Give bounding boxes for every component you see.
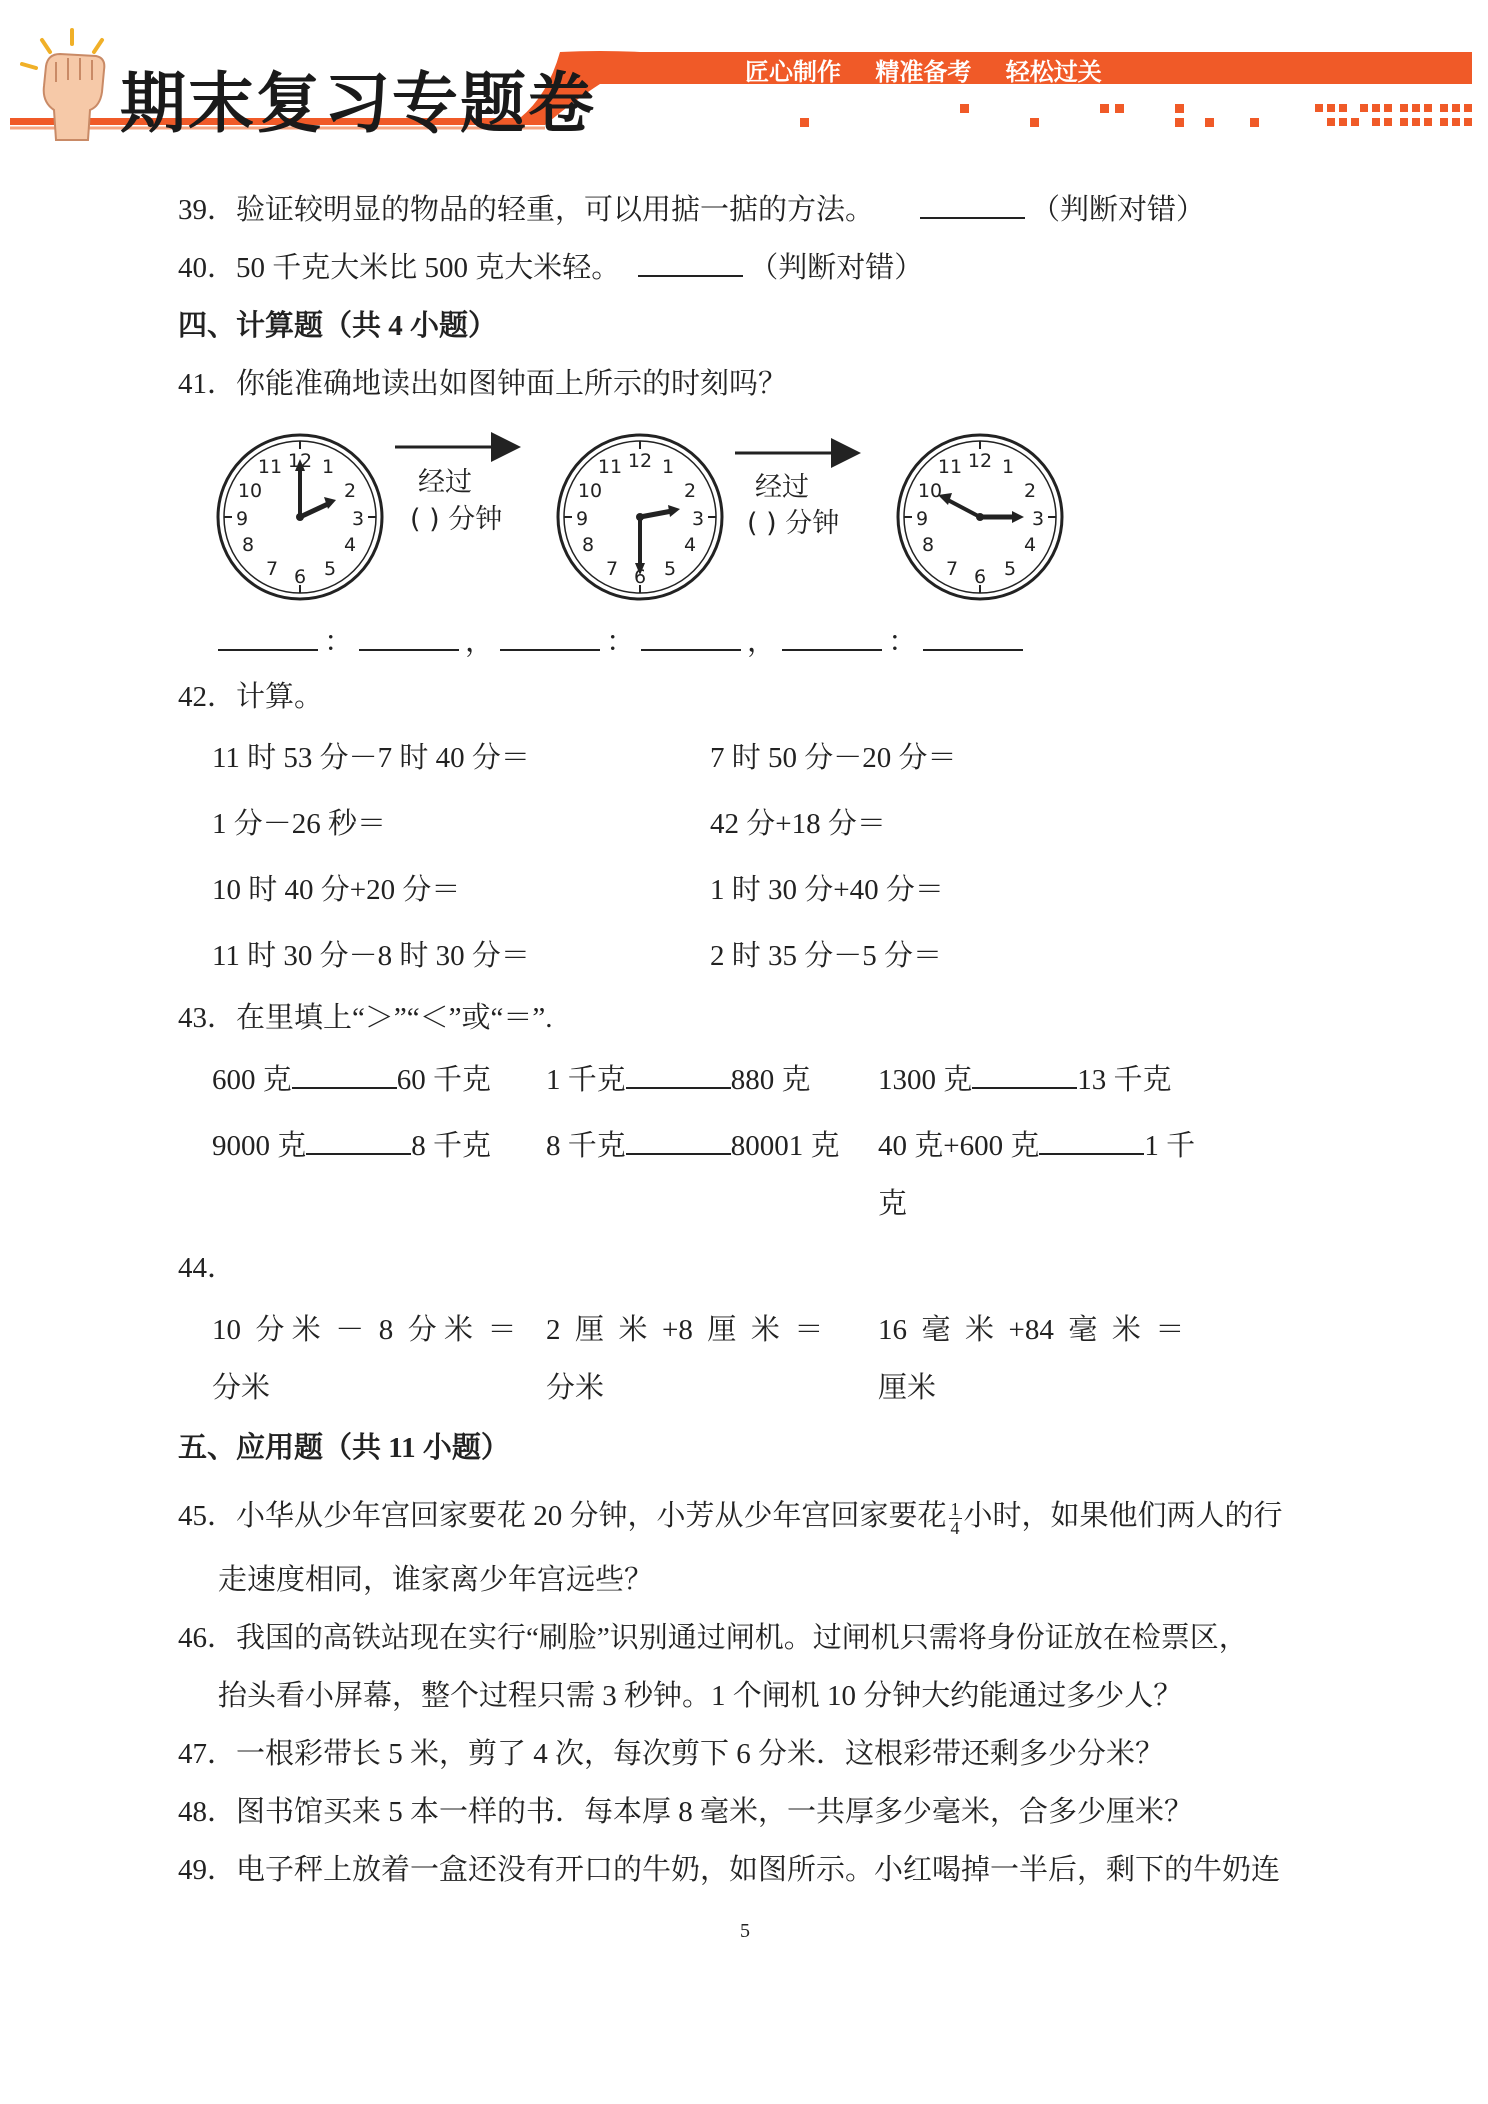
q41-blank-6[interactable] [923,623,1023,651]
q39-suffix: （判断对错） [1031,194,1206,226]
q43-3-left: 1300 克 [878,1064,973,1096]
q39-answer-blank[interactable] [920,191,1025,219]
question-42: 42．计算。 [178,681,324,713]
fist-icon [12,22,122,142]
clock-3 [898,435,1062,599]
question-39 [178,190,1205,230]
q43-item-6-wrap: 克 [878,1188,908,1220]
q43-1-blank[interactable] [292,1061,397,1089]
arrow-2-label-top: 经过 [755,472,809,503]
clock-2 [558,435,722,599]
question-40 [178,248,923,288]
q44-item-1-line2: 分米 [212,1372,271,1404]
q39-text: 39．验证较明显的物品的轻重，可以用掂一掂的方法。 [178,194,875,226]
q41-blank-3[interactable] [500,623,600,651]
q42-left-3: 10 时 40 分+20 分＝ [212,874,461,906]
q41-answer-row [212,622,1029,662]
q41-blank-1[interactable] [218,623,318,651]
question-47: 47．一根彩带长 5 米，剪了 4 次，每次剪下 6 分米．这根彩带还剩多少分米？ [178,1738,1165,1770]
q43-2-left: 1 千克 [546,1064,626,1096]
q43-1-left: 600 克 [212,1064,292,1096]
q42-left-4: 11 时 30 分－8 时 30 分＝ [212,940,530,972]
q44-item-1-line1: 10 分 米 － 8 分 米 ＝ [212,1314,517,1346]
q43-item-1 [212,1060,491,1100]
slogan-1: 匠心制作 [745,58,841,86]
q43-5-right: 80001 克 [730,1130,840,1162]
question-44: 44． [178,1252,237,1284]
q45-part2: 小时，如果他们两人的行 [963,1500,1283,1532]
question-48: 48．图书馆买来 5 本一样的书．每本厚 8 毫米，一共厚多少毫米，合多少厘米？ [178,1796,1194,1828]
q42-right-4: 2 时 35 分－5 分＝ [710,940,943,972]
q45-line2: 走速度相同，谁家离少年宫远些？ [218,1564,654,1596]
q41-blank-4[interactable] [641,623,741,651]
q44-item-3-line1: 16 毫 米 +84 毫 米 ＝ [878,1314,1185,1346]
q43-2-blank[interactable] [626,1061,731,1089]
q43-1-right: 60 千克 [396,1064,492,1096]
q43-3-blank[interactable] [972,1061,1077,1089]
question-41: 41．你能准确地读出如图钟面上所示的时刻吗？ [178,368,788,400]
section-4-heading: 四、计算题（共 4 小题） [178,310,498,342]
header-slogan [745,52,1128,87]
question-45 [178,1496,1283,1537]
q43-4-left: 9000 克 [212,1130,307,1162]
q40-answer-blank[interactable] [638,249,743,277]
section-5-heading: 五、应用题（共 11 小题） [178,1432,510,1464]
q42-left-2: 1 分－26 秒＝ [212,808,387,840]
q43-3-right: 13 千克 [1077,1064,1172,1096]
question-43: 43．在里填上“＞”“＜”或“＝”. [178,1002,553,1034]
arrow-1-label-top: 经过 [418,467,472,498]
q43-6-blank[interactable] [1039,1127,1144,1155]
colon-1: ： [324,626,354,658]
clocks-svg: 3 [210,425,1070,605]
comma-2: ， [747,626,777,658]
q42-left-1: 11 时 53 分－7 时 40 分＝ [212,742,530,774]
slogan-3: 轻松过关 [1005,58,1102,86]
q43-5-blank[interactable] [626,1127,731,1155]
q42-right-3: 1 时 30 分+40 分＝ [710,874,944,906]
q43-4-right: 8 千克 [411,1130,492,1162]
q43-4-blank[interactable] [306,1127,411,1155]
q41-blank-2[interactable] [359,623,459,651]
q42-right-1: 7 时 50 分－20 分＝ [710,742,957,774]
q41-blank-5[interactable] [782,623,882,651]
q43-5-left: 8 千克 [546,1130,626,1162]
fraction [949,1500,962,1537]
q43-item-3 [878,1060,1172,1100]
arrow-2-label-bottom: ( ) 分钟 [747,508,840,539]
header-title: 期末复习专题卷 [120,65,596,142]
q43-2-right: 880 克 [730,1064,811,1096]
colon-2: ： [606,626,636,658]
question-46-line1: 46．我国的高铁站现在实行“刷脸”识别通过闸机。过闸机只需将身份证放在检票区， [178,1622,1248,1654]
q43-6-right: 1 千 [1144,1130,1196,1162]
q45-part1: 45．小华从少年宫回家要花 20 分钟，小芳从少年宫回家要花 [178,1500,947,1532]
q43-6-left: 40 克+600 克 [878,1130,1040,1162]
q40-text: 40．50 千克大米比 500 克大米轻。 [178,252,621,284]
arrow-1-label-bottom: ( ) 分钟 [410,504,503,535]
q43-item-4 [212,1126,491,1166]
question-46-line2: 抬头看小屏幕，整个过程只需 3 秒钟。1 个闸机 10 分钟大约能通过多少人？ [218,1680,1183,1712]
clock-1 [218,435,382,599]
comma-1: ， [465,626,495,658]
slogan-2: 精准备考 [875,58,972,86]
fraction-denominator: 4 [950,1517,960,1538]
fraction-numerator: 1 [950,1498,960,1519]
clocks-figure [210,425,1070,605]
q43-item-5 [546,1126,840,1166]
q43-item-6 [878,1126,1195,1166]
q42-right-2: 42 分+18 分＝ [710,808,886,840]
colon-3: ： [888,626,918,658]
header [0,0,1488,150]
q44-item-3-line2: 厘米 [878,1372,937,1404]
q44-item-2-line1: 2 厘 米 +8 厘 米 ＝ [546,1314,824,1346]
q40-suffix: （判断对错） [749,252,924,284]
q43-item-2 [546,1060,811,1100]
page-number: 5 [740,1920,750,1942]
question-49: 49．电子秤上放着一盒还没有开口的牛奶，如图所示。小红喝掉一半后，剩下的牛奶连 [178,1854,1281,1886]
q44-item-2-line2: 分米 [546,1372,605,1404]
